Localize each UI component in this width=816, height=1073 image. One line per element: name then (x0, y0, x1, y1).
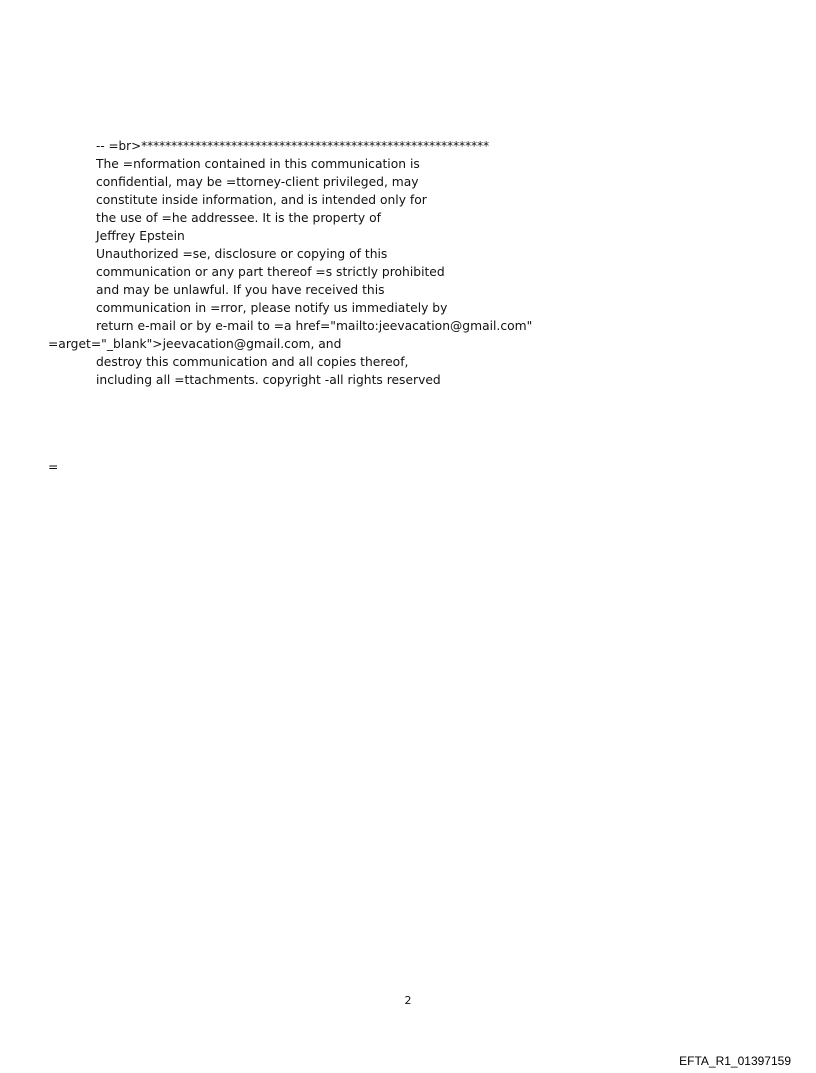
disclaimer-line-unindented: =arget="_blank">jeevacation@gmail.com, and (48, 337, 342, 351)
disclaimer-line: and may be unlawful. If you have received this (96, 283, 385, 297)
disclaimer-line: including all =ttachments. copyright -all rights reserved (96, 373, 441, 387)
email-disclaimer-block (48, 137, 788, 389)
disclaimer-line: The =nformation contained in this communication is (96, 157, 420, 171)
disclaimer-line: Jeffrey Epstein (96, 229, 185, 243)
disclaimer-line: communication in =rror, please notify us immediately by (96, 301, 448, 315)
disclaimer-line: confidential, may be =ttorney-client privileged, may (96, 175, 419, 189)
document-id: EFTA_R1_01397159 (679, 1054, 791, 1068)
disclaimer-line: constitute inside information, and is intended only for (96, 193, 427, 207)
disclaimer-line: destroy this communication and all copies thereof, (96, 355, 409, 369)
disclaimer-separator-line: -- =br>********************************************************** (96, 139, 490, 153)
disclaimer-line: the use of =he addressee. It is the property of (96, 211, 381, 225)
disclaimer-line: return e-mail or by e-mail to =a href="mailto:jeevacation@gmail.com" (96, 319, 533, 333)
disclaimer-line: communication or any part thereof =s strictly prohibited (96, 265, 445, 279)
page-number: 2 (404, 994, 412, 1007)
trailing-equals-sign: = (48, 460, 59, 474)
disclaimer-line: Unauthorized =se, disclosure or copying of this (96, 247, 388, 261)
